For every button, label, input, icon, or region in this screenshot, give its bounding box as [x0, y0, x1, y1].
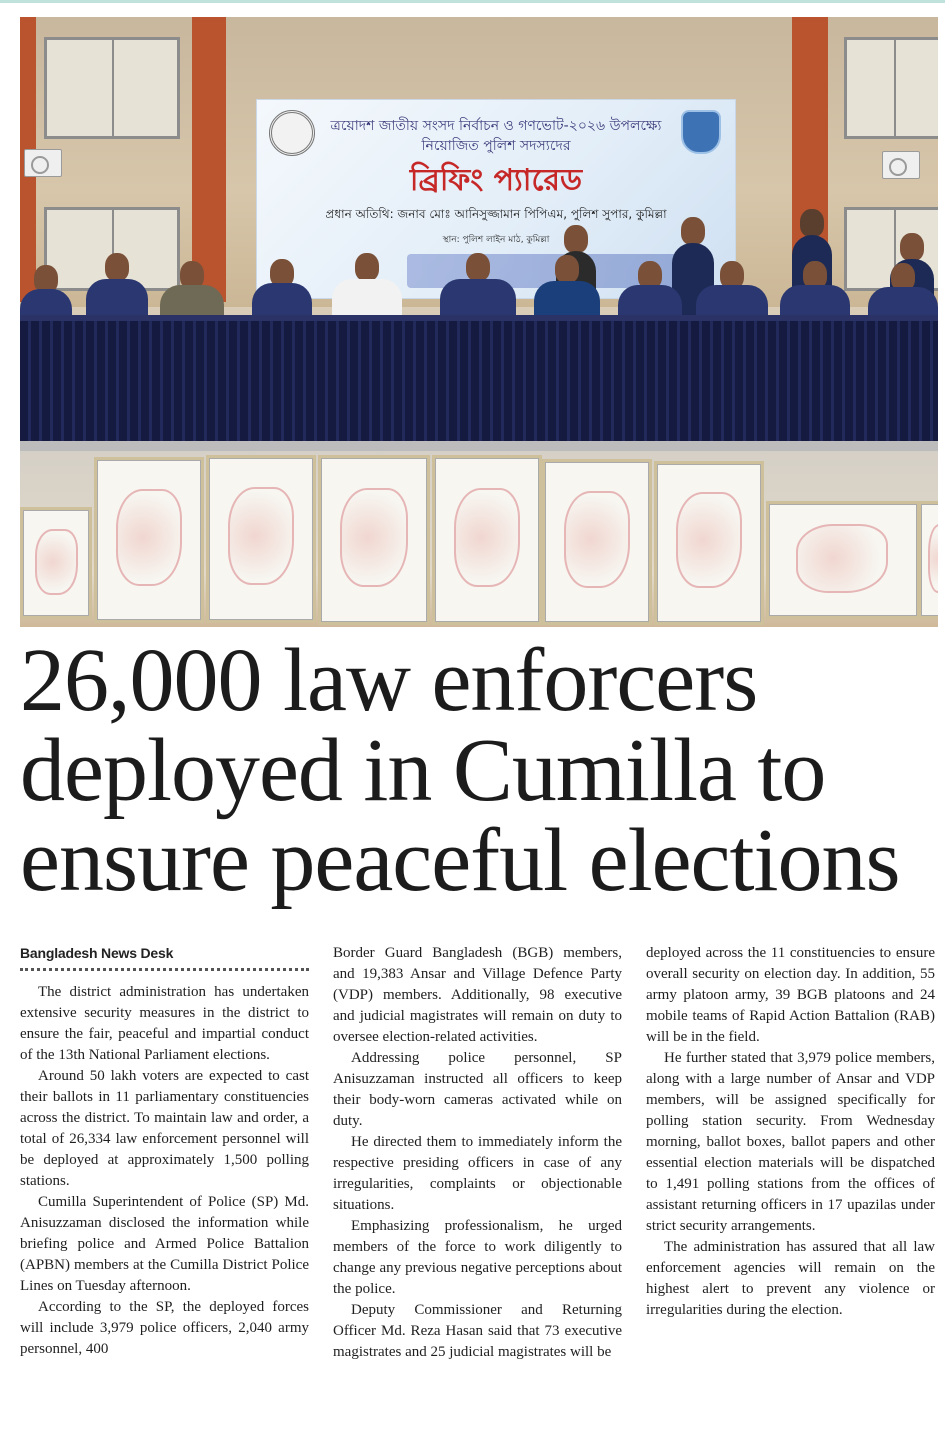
seated-official [618, 261, 682, 321]
top-rule [0, 0, 945, 3]
map-board [20, 507, 92, 619]
paragraph: Deputy Commissioner and Returning Officer Md. Reza Hasan said that 73 executive magistrates and 25 judicial magistrates will be [333, 1302, 622, 1360]
paragraph: Cumilla Superintendent of Police (SP) Md. Anisuzzaman disclosed the information while briefing police and Armed Police Battalion (APBN) members at the Cumilla District Police Lines on Tuesday afternoon. [20, 1194, 309, 1294]
seated-official [252, 259, 312, 321]
paragraph: He directed them to immediately inform the respective presiding officers in case of any irregularities, complaints or objectionable situations. [333, 1134, 622, 1213]
article-column-2 [333, 943, 622, 1363]
seated-official [696, 261, 768, 321]
paragraph: He further stated that 3,979 police members, along with a large number of Ansar and VDP members, will be assigned specifically for polling station security. From Wednesday morning, ballot boxes, ballot papers and other essential election materials will be dispatched to 1,491 polling stations from the offices of assistant returning officers in 17 upazilas under strict security arrangements. [646, 1050, 935, 1234]
banner-line-1: ত্রয়োদশ জাতীয় সংসদ নির্বাচন ও গণভোট-২০২৬ উপলক্ষ্যে [330, 118, 662, 134]
banner-venue: স্থান: পুলিশ লাইন মাঠ, কুমিল্লা [442, 235, 550, 245]
map-board [542, 459, 652, 625]
seated-official [86, 253, 148, 321]
seated-official [332, 253, 402, 321]
seated-official [20, 265, 72, 321]
paragraph: Around 50 lakh voters are expected to cast their ballots in 11 parliamentary constituencies across the district. To maintain law and order, a total of 26,334 law enforcement personnel will be deployed at approximately 1,500 polling stations. [20, 1068, 309, 1189]
paragraph: According to the SP, the deployed forces will include 3,979 police officers, 2,040 army personnel, 400 [20, 1299, 309, 1357]
map-board [432, 455, 542, 625]
paragraph: The administration has assured that all law enforcement agencies will remain on the highest alert to prevent any violence or irregularities during the election. [646, 1239, 935, 1318]
headline: 26,000 law enforcers deployed in Cumilla to ensure peaceful elections [20, 631, 900, 910]
seated-official [160, 261, 224, 321]
banner-title: ব্রিফিং প্যারেড [409, 163, 583, 198]
stage-edge [20, 441, 938, 451]
banner-chief-guest: প্রধান অতিথি: জনাব মোঃ আনিসুজ্জামান পিপিএম, পুলিশ সুপার, কুমিল্লা [325, 207, 667, 221]
map-board [654, 461, 764, 625]
air-conditioner-icon [24, 149, 62, 177]
paragraph: The district administration has undertaken extensive security measures in the district to ensure the fair, peaceful and impartial conduct of the 13th National Parliament elections. [20, 984, 309, 1063]
banner-line-2: নিয়োজিত পুলিশ সদস্যদের [421, 138, 571, 154]
map-board [918, 501, 938, 619]
map-board [94, 457, 204, 623]
paragraph-continued: Border Guard Bangladesh (BGB) members, and 19,383 Ansar and Village Defence Party (VDP) members. Additionally, 98 executive and judicial magistrates will remain on duty to oversee election-related activities. [333, 945, 622, 1045]
map-board [206, 455, 316, 623]
seated-official [534, 255, 600, 321]
article-column-1 [20, 943, 309, 1360]
map-board [766, 501, 920, 619]
seated-official [440, 253, 516, 321]
ground [20, 451, 938, 627]
paragraph-continued: deployed across the 11 constituencies to ensure overall security on election day. In addition, 55 army platoon army, 39 BGB platoons and 24 mobile teams of Rapid Action Battalion (RAB) will be in the field. [646, 945, 935, 1045]
seated-official [868, 263, 938, 321]
news-photo [20, 17, 938, 627]
draped-table [20, 321, 938, 441]
seated-official [780, 261, 850, 321]
air-conditioner-icon [882, 151, 920, 179]
paragraph: Addressing police personnel, SP Anisuzzaman instructed all officers to keep their body-worn cameras activated while on duty. [333, 1050, 622, 1129]
article-column-3 [646, 943, 935, 1321]
paragraph: Emphasizing professionalism, he urged members of the force to work diligently to change any previous negative perceptions about the police. [333, 1218, 622, 1297]
byline: Bangladesh News Desk [20, 943, 309, 971]
map-board [318, 455, 430, 625]
